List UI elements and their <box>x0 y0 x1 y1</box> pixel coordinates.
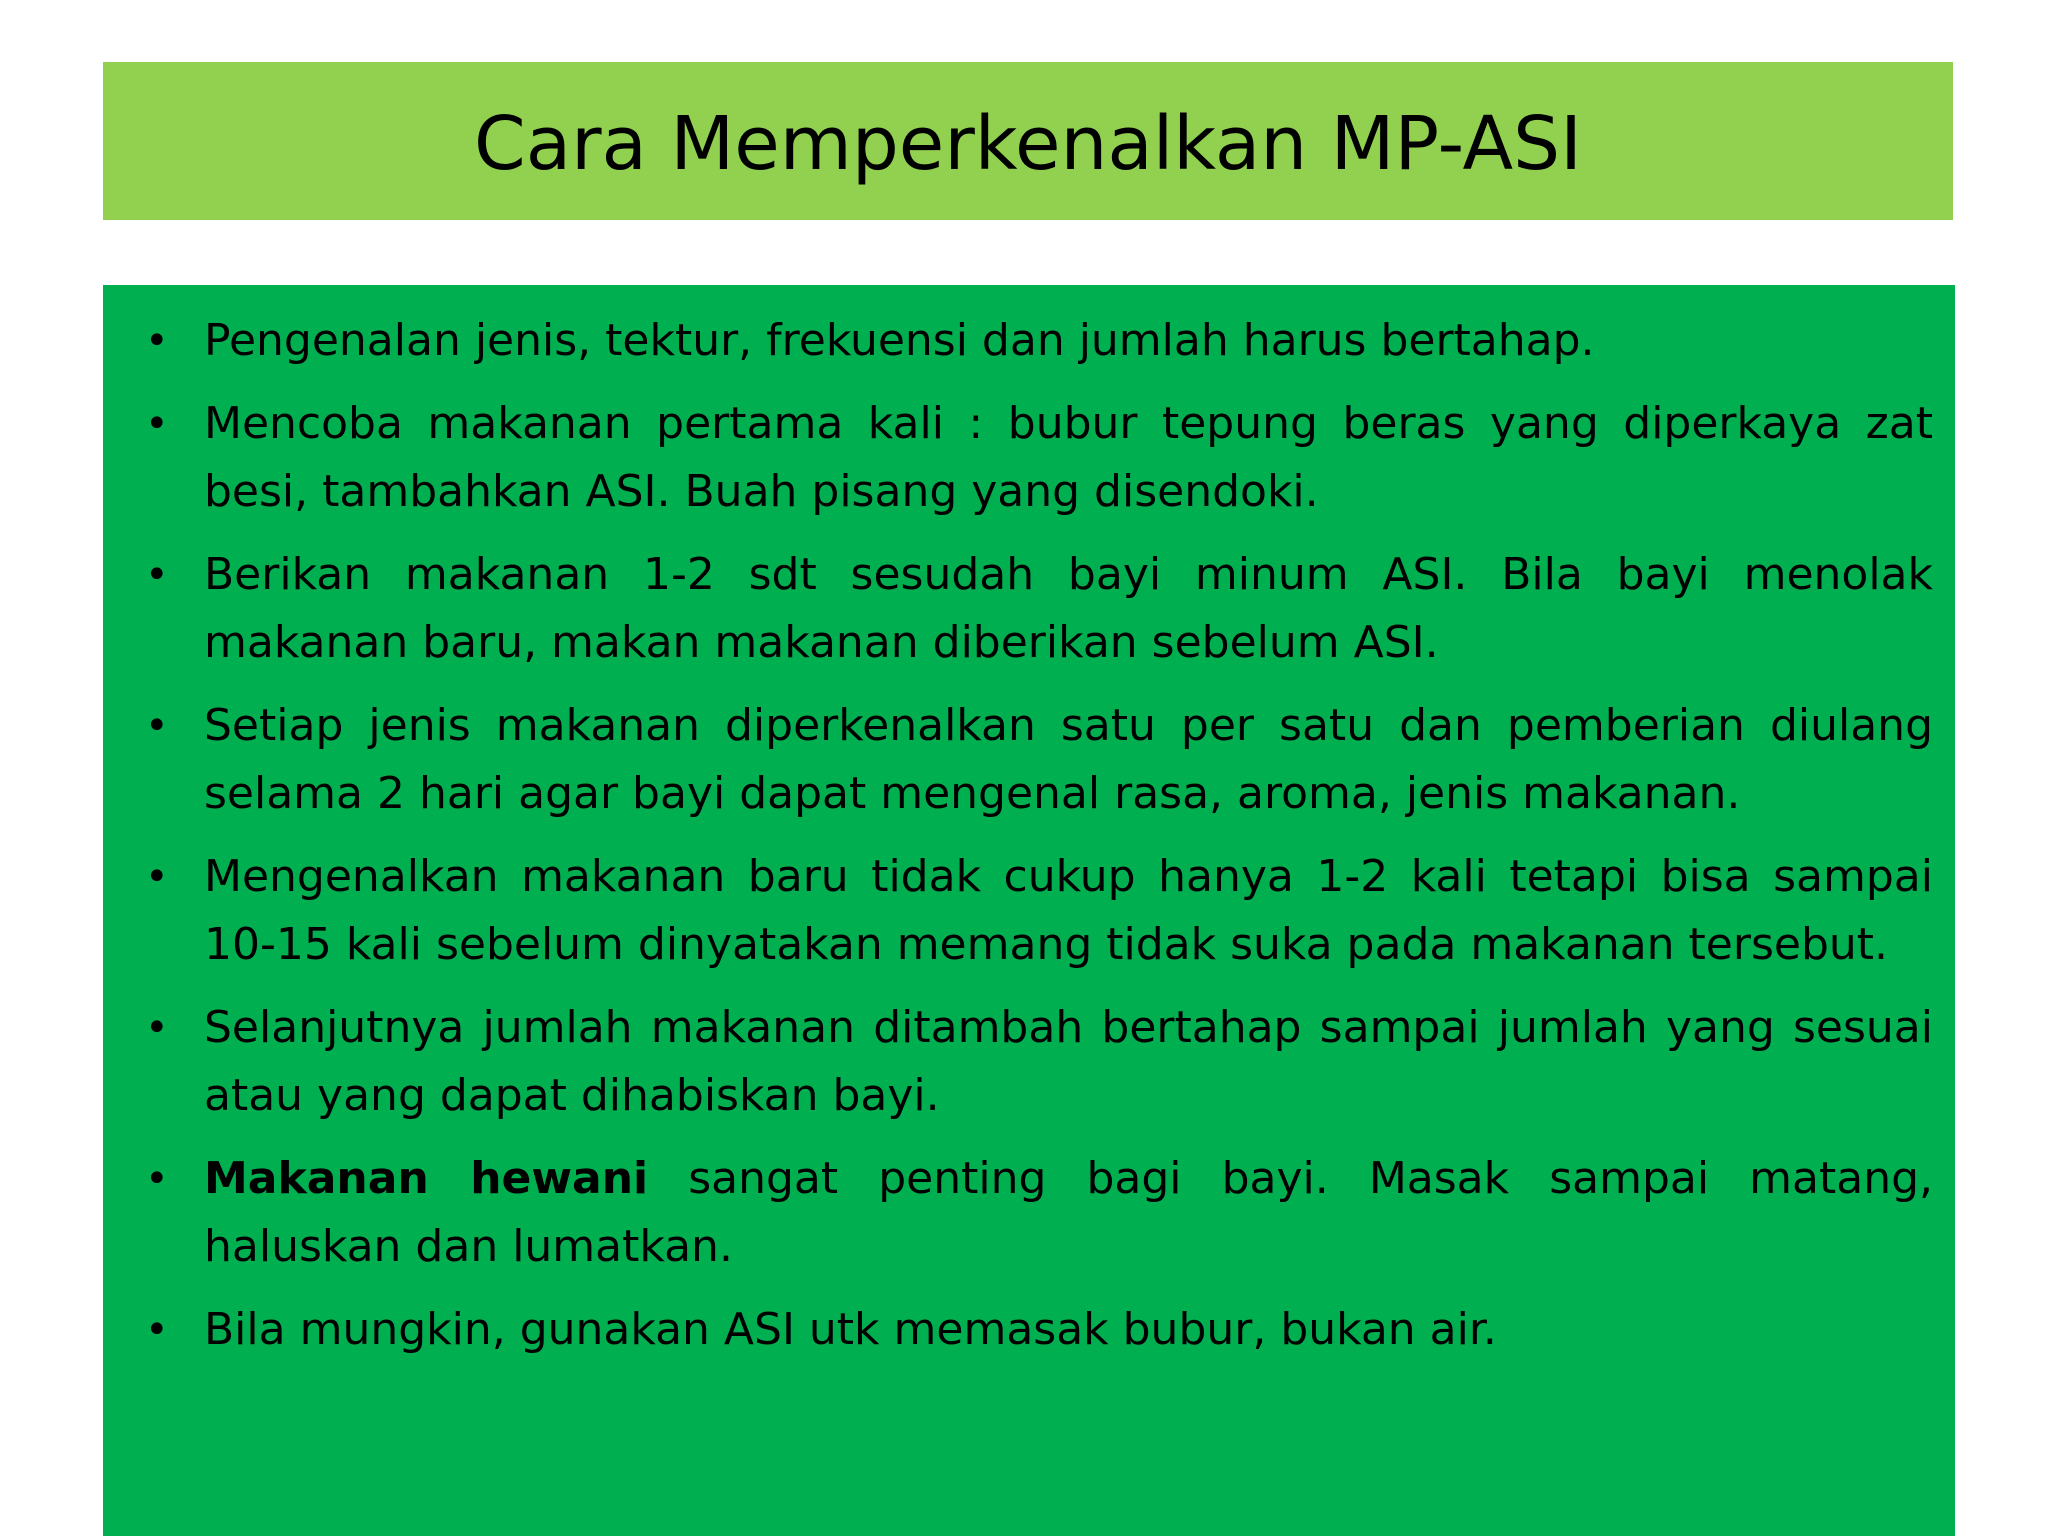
bullet-item-7 <box>125 1145 1933 1281</box>
slide-title-bar <box>103 62 1953 220</box>
bullet-item-4 <box>125 692 1933 828</box>
bullet-icon: • <box>145 1156 169 1202</box>
bullet-list <box>125 307 1933 1364</box>
bullet-text: Bila mungkin, gunakan ASI utk memasak bubur, bukan air. <box>204 1304 1497 1355</box>
bullet-text: sangat penting bagi bayi. Masak sampai matang, haluskan dan lumatkan. <box>204 1153 1933 1272</box>
slide-title: Cara Memperkenalkan MP-ASI <box>474 101 1582 187</box>
bullet-item-3 <box>125 541 1933 677</box>
bullet-item-1 <box>125 307 1933 375</box>
bullet-icon: • <box>145 1005 169 1051</box>
bullet-icon: • <box>145 552 169 598</box>
bullet-icon: • <box>145 1307 169 1353</box>
bullet-text: Mencoba makanan pertama kali : bubur tepung beras yang diperkaya zat besi, tambahkan ASI. Buah pisang yang disendoki. <box>204 398 1933 517</box>
bullet-icon: • <box>145 854 169 900</box>
slide-content-box <box>103 285 1955 1536</box>
bullet-icon: • <box>145 703 169 749</box>
bullet-text: Mengenalkan makanan baru tidak cukup hanya 1-2 kali tetapi bisa sampai 10-15 kali sebelum dinyatakan memang tidak suka pada makanan tersebut. <box>204 851 1933 970</box>
bullet-item-5 <box>125 843 1933 979</box>
bullet-item-2 <box>125 390 1933 526</box>
bullet-text: Selanjutnya jumlah makanan ditambah bertahap sampai jumlah yang sesuai atau yang dapat dihabiskan bayi. <box>204 1002 1933 1121</box>
bullet-text: Berikan makanan 1-2 sdt sesudah bayi minum ASI. Bila bayi menolak makanan baru, makan makanan diberikan sebelum ASI. <box>204 549 1933 668</box>
bullet-bold-text: Makanan hewani <box>204 1153 649 1204</box>
bullet-icon: • <box>145 401 169 447</box>
bullet-text: Pengenalan jenis, tektur, frekuensi dan jumlah harus bertahap. <box>204 315 1595 366</box>
bullet-text: Setiap jenis makanan diperkenalkan satu per satu dan pemberian diulang selama 2 hari agar bayi dapat mengenal rasa, aroma, jenis makanan. <box>204 700 1933 819</box>
bullet-icon: • <box>145 318 169 364</box>
bullet-item-6 <box>125 994 1933 1130</box>
bullet-item-8 <box>125 1296 1933 1364</box>
